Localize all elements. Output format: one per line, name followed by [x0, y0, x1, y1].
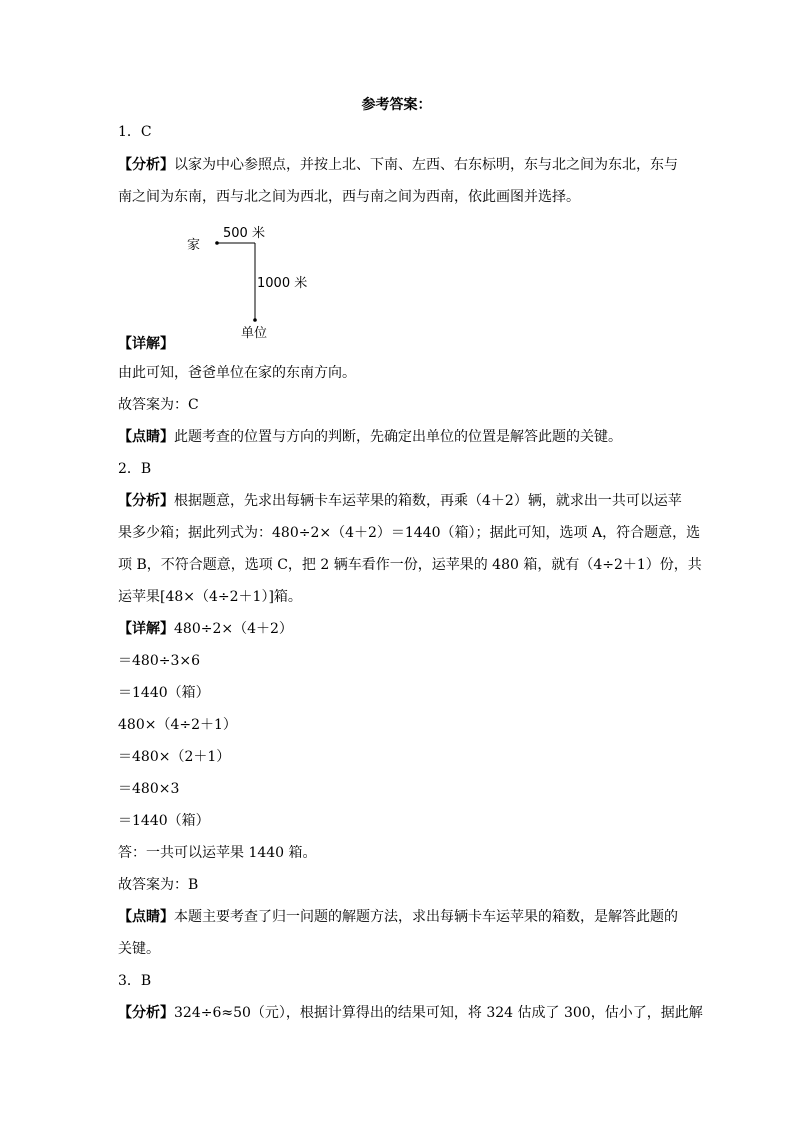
- q1-analysis-text: 以家为中心参照点，并按上北、下南、左西、右东标明，东与北之间为东北，东与: [174, 157, 678, 173]
- home-label: 家: [187, 238, 201, 253]
- analysis-tag: 【分析】: [118, 157, 174, 173]
- q2-comment: [118, 908, 678, 926]
- q3-analysis-text: 324÷6≈50（元），根据计算得出的结果可知，将 324 估成了 300，估小了，据此解: [174, 1005, 703, 1021]
- q1-comment: [118, 428, 678, 446]
- comment-tag: 【点睛】: [118, 909, 174, 925]
- page-title: 参考答案：: [361, 97, 432, 113]
- detail-tag: 【详解】: [118, 621, 174, 637]
- q2-analysis-line: [118, 492, 682, 510]
- q2-analysis-line-3: 项 B，不符合题意，选项 C，把 2 辆车看作一份，运苹果的 480 箱，就有（4÷2＋1）份，共: [118, 557, 702, 573]
- q2-comment-line-2: 关键。: [118, 941, 160, 957]
- q2-final-answer-text: 答：一共可以运苹果 1440 箱。: [118, 845, 317, 861]
- q2-detail-step: 480÷2×（4＋2）: [174, 621, 293, 637]
- q2-detail-step: ＝1440（箱）: [118, 813, 210, 829]
- q2-detail-step: ＝480×（2＋1）: [118, 749, 231, 765]
- q1-analysis-line: [118, 156, 678, 174]
- q1-comment-text: 此题考查的位置与方向的判断，先确定出单位的位置是解答此题的关键。: [174, 429, 622, 445]
- comment-tag: 【点睛】: [118, 429, 174, 445]
- q1-detail-text: 由此可知，爸爸单位在家的东南方向。: [118, 365, 356, 381]
- q1-detail-tag: [118, 335, 678, 353]
- work-point: [253, 318, 257, 322]
- q2-number: 2．B: [118, 461, 152, 477]
- q1-number: 1．C: [118, 124, 152, 140]
- q1-answer: 故答案为：C: [118, 397, 199, 413]
- q1-analysis-line-2: 南之间为东南，西与北之间为西北，西与南之间为西南，依此画图并选择。: [118, 189, 580, 205]
- q2-detail-step: 480×（4÷2＋1）: [118, 717, 237, 733]
- q2-detail-step: ＝1440（箱）: [118, 685, 210, 701]
- direction-diagram: [180, 220, 320, 350]
- south-distance-label: 1000 米: [257, 276, 308, 291]
- analysis-tag: 【分析】: [118, 493, 174, 509]
- q2-analysis-line-4: 运苹果[48×（4÷2＋1）]箱。: [118, 589, 302, 605]
- home-point: [215, 241, 219, 245]
- work-label: 单位: [241, 326, 268, 341]
- east-distance-label: 500 米: [223, 226, 265, 241]
- q2-comment-text: 本题主要考查了归一问题的解题方法，求出每辆卡车运苹果的箱数，是解答此题的: [174, 909, 678, 925]
- q3-analysis-line: [118, 1004, 703, 1022]
- q2-analysis-line-2: 果多少箱；据此列式为：480÷2×（4＋2）＝1440（箱）；据此可知，选项 A，符合题意，选: [118, 525, 701, 541]
- q2-detail-step: ＝480÷3×6: [118, 653, 200, 669]
- q2-detail-line: [118, 620, 678, 638]
- q3-number: 3．B: [118, 973, 152, 989]
- q2-detail-step: ＝480×3: [118, 781, 180, 797]
- q2-analysis-text: 根据题意，先求出每辆卡车运苹果的箱数，再乘（4＋2）辆，就求出一共可以运苹: [174, 493, 682, 509]
- analysis-tag: 【分析】: [118, 1005, 174, 1021]
- detail-tag: 【详解】: [118, 336, 174, 352]
- q2-answer: 故答案为：B: [118, 877, 199, 893]
